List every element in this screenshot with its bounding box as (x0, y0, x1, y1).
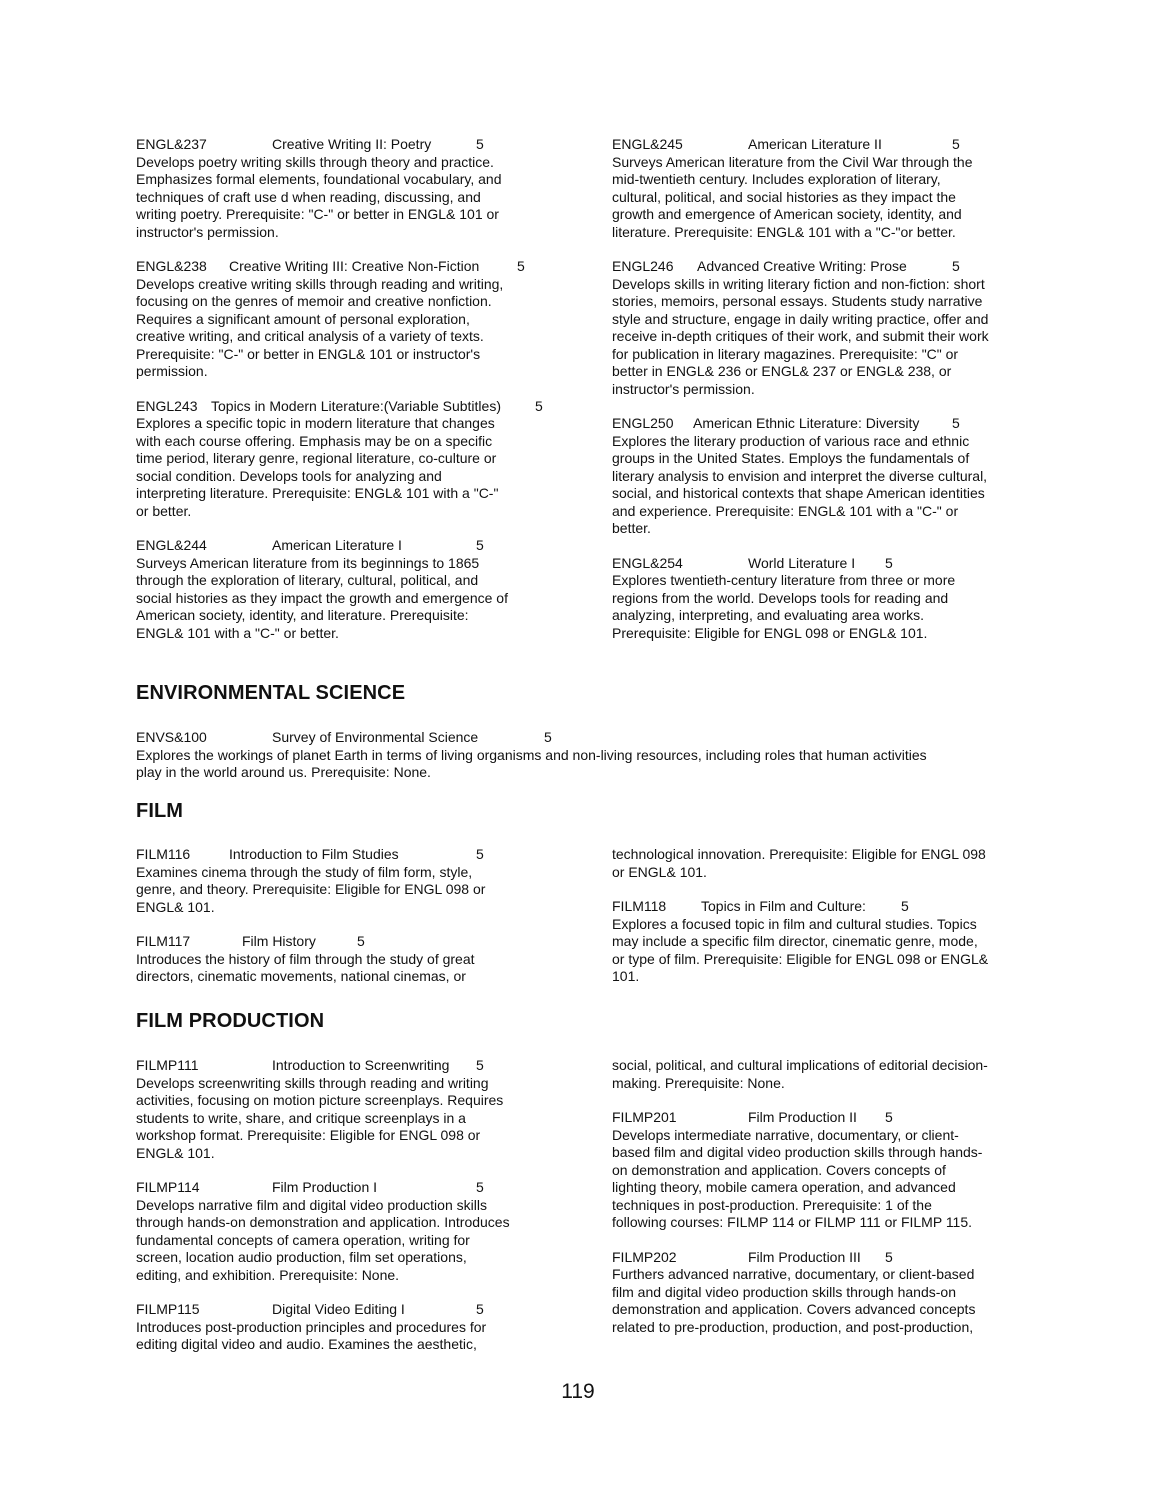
course-code: ENGL&254 (612, 554, 683, 571)
course-credits: 5 (476, 846, 484, 862)
course-code: ENGL&245 (612, 136, 683, 152)
course-description-line: better in ENGL& 236 or ENGL& 237 or ENGL& 238, or (612, 363, 952, 379)
course-description-line: on demonstration and application. Covers concepts of (612, 1161, 946, 1178)
course-description-line: may include a specific film director, cinematic genre, mode, (612, 933, 978, 949)
course-description-line: with each course offering. Emphasis may be on a specific (136, 432, 493, 449)
course-title: Film Production I (272, 1179, 378, 1195)
course-header (136, 729, 1036, 747)
course-header (136, 258, 556, 276)
course-description-line: groups in the United States. Employs the fundamentals of (612, 450, 970, 466)
course-entry-engl237 (136, 136, 556, 241)
page-number: 119 (561, 1380, 595, 1403)
course-code: FILM118 (612, 898, 667, 914)
course-description-line: Develops intermediate narrative, documentary, or client- (612, 1126, 959, 1143)
course-description-line: American society, identity, and literature. Prerequisite: (136, 607, 469, 623)
course-entry-engl238 (136, 258, 556, 381)
course-description-line: film and digital video production skills through hands-on (612, 1283, 956, 1300)
film-column-left (136, 846, 556, 1003)
course-title: Topics in Modern Literature:(Variable Subtitles) (211, 397, 501, 414)
course-header (136, 398, 556, 416)
course-description-line: related to pre-production, production, and post-production, (612, 1318, 974, 1335)
course-description-line: Introduces post-production principles and procedures for (136, 1318, 487, 1335)
course-description-line: through hands-on demonstration and application. Introduces (136, 1214, 510, 1230)
course-title: Survey of Environmental Science (272, 729, 479, 745)
course-code: FILMP114 (136, 1179, 200, 1195)
course-entry-engl244 (136, 537, 556, 642)
course-header (612, 555, 1032, 573)
course-code: ENGL250 (612, 415, 674, 431)
course-description-line: receive in-depth critiques of their work, and submit their work (612, 328, 989, 344)
course-credits: 5 (476, 537, 484, 553)
course-description-line: Examines cinema through the study of film form, style, (136, 863, 473, 880)
course-description-line: analyzing, interpreting, and evaluating area works. (612, 607, 925, 623)
course-description-line: techniques in post-production. Prerequisite: 1 of the (612, 1196, 932, 1213)
course-description-line: mid-twentieth century. Includes exploration of literary, (612, 171, 941, 187)
course-entry-envs100 (136, 729, 1036, 782)
english-column-right (612, 136, 1032, 659)
course-title: American Literature II (748, 136, 882, 152)
course-description-line: for publication in literary magazines. Prerequisite: "C" or (612, 345, 959, 362)
course-description-line: Surveys American literature from the Civil War through the (612, 153, 973, 170)
course-description-line: Develops poetry writing skills through theory and practice. (136, 153, 494, 170)
course-description-line: directors, cinematic movements, national cinemas, or (136, 968, 466, 984)
course-description-line: and experience. Prerequisite: ENGL& 101 with a "C-" or (612, 502, 959, 519)
course-description-line: Explores the workings of planet Earth in terms of living organisms and non-living resources, including roles that human activities (136, 746, 927, 763)
course-description-line: permission. (136, 363, 208, 379)
course-entry-filmp202 (612, 1249, 1032, 1337)
course-entry-film116 (136, 846, 556, 916)
course-description-line: instructor's permission. (136, 223, 279, 240)
course-credits: 5 (885, 1109, 893, 1125)
course-description-line: literary analysis to envision and interpret the diverse cultural, (612, 467, 988, 484)
course-credits: 5 (544, 729, 552, 745)
course-description-line: Prerequisite: Eligible for ENGL 098 or ENGL& 101. (612, 624, 928, 641)
course-title: Film Production III (748, 1248, 861, 1265)
film-production-column-left (136, 1057, 556, 1371)
section-heading-film-production: FILM PRODUCTION (136, 1010, 325, 1032)
course-description-line: cultural, political, and social histories as they impact the (612, 188, 956, 205)
course-description-line: stories, memoirs, personal essays. Students study narrative (612, 293, 983, 309)
course-description-line: or better. (136, 502, 192, 519)
course-description-line: writing poetry. Prerequisite: "C-" or better in ENGL& 101 or (136, 206, 499, 222)
course-description-line: fundamental concepts of camera operation, writing for (136, 1231, 470, 1248)
course-description-line: through the exploration of literary, cultural, political, and (136, 572, 479, 588)
course-title: Film History (242, 933, 316, 949)
course-code: ENGL&238 (136, 258, 207, 274)
course-header (612, 258, 1032, 276)
course-description-line: style and structure, engage in daily writing practice, offer and (612, 310, 989, 327)
course-description-line: editing, and exhibition. Prerequisite: None. (136, 1266, 400, 1283)
course-description-line: 101. (612, 968, 640, 984)
course-entry-engl250 (612, 415, 1032, 538)
course-entry-engl245 (612, 136, 1032, 241)
course-description-line: social histories as they impact the growth and emergence of (136, 589, 508, 606)
course-entry-filmp201 (612, 1109, 1032, 1232)
course-title: American Literature I (272, 537, 402, 553)
english-column-left (136, 136, 556, 659)
course-code: FILMP202 (612, 1248, 677, 1265)
course-title: Digital Video Editing I (272, 1301, 405, 1317)
course-description-line: Explores a specific topic in modern literature that changes (136, 415, 495, 431)
course-description-line: ENGL& 101 with a "C-" or better. (136, 624, 339, 641)
course-description-line: screen, location audio production, film set operations, (136, 1249, 467, 1265)
course-credits: 5 (901, 898, 909, 914)
course-description-line: social condition. Develops tools for analyzing and (136, 467, 442, 484)
course-title: Introduction to Screenwriting (272, 1057, 450, 1073)
course-description-line: students to write, share, and critique screenplays in a (136, 1109, 466, 1126)
course-continuation-film117 (612, 846, 1032, 881)
course-code: FILMP111 (136, 1057, 199, 1073)
course-description-line: social, political, and cultural implications of editorial decision- (612, 1057, 988, 1073)
course-description-line: Develops creative writing skills through reading and writing, (136, 275, 504, 292)
course-entry-filmp115 (136, 1301, 556, 1354)
course-code: ENGL&244 (136, 537, 207, 553)
course-credits: 5 (885, 554, 893, 571)
course-code: FILMP115 (136, 1301, 200, 1317)
course-description-line: time period, literary genre, regional literature, co-culture or (136, 450, 497, 466)
course-description-line: instructor's permission. (612, 380, 755, 397)
course-credits: 5 (517, 258, 525, 274)
course-code: ENVS&100 (136, 729, 207, 745)
course-code: FILM117 (136, 933, 191, 949)
section-heading-environmental-science: ENVIRONMENTAL SCIENCE (136, 682, 406, 704)
course-description-line: Explores a focused topic in film and cultural studies. Topics (612, 915, 977, 932)
course-description-line: activities, focusing on motion picture screenplays. Requires (136, 1092, 504, 1108)
course-description-line: better. (612, 520, 651, 536)
course-description-line: Requires a significant amount of personal exploration, (136, 310, 470, 327)
course-description-line: creative writing, and critical analysis of a variety of texts. (136, 328, 484, 344)
course-credits: 5 (476, 1179, 484, 1195)
course-code: FILM116 (136, 846, 191, 862)
course-code: ENGL246 (612, 258, 674, 274)
film-production-column-right (612, 1057, 1032, 1353)
course-credits: 5 (476, 136, 484, 152)
course-entry-engl246 (612, 258, 1032, 398)
course-header (136, 846, 556, 864)
course-header (612, 898, 1032, 916)
course-credits: 5 (535, 397, 543, 414)
course-description-line: Surveys American literature from its beginnings to 1865 (136, 554, 480, 571)
course-description-line: Explores twentieth-century literature from three or more (612, 572, 956, 588)
course-description-line: Furthers advanced narrative, documentary, or client-based (612, 1266, 975, 1282)
course-title: Film Production II (748, 1109, 857, 1125)
course-description-line: Prerequisite: "C-" or better in ENGL& 101 or instructor's (136, 345, 481, 362)
course-description-line: techniques of craft use d when reading, discussing, and (136, 188, 481, 205)
course-description-line: following courses: FILMP 114 or FILMP 111 or FILMP 115. (612, 1214, 973, 1230)
course-description-line: Develops skills in writing literary fiction and non-fiction: short (612, 275, 985, 292)
course-entry-film117 (136, 933, 556, 986)
course-description-line: demonstration and application. Covers advanced concepts (612, 1301, 976, 1317)
course-description-line: Emphasizes formal elements, foundational vocabulary, and (136, 171, 502, 187)
course-description-line: technological innovation. Prerequisite: Eligible for ENGL 098 (612, 846, 986, 862)
course-description-line: or type of film. Prerequisite: Eligible for ENGL 098 or ENGL& (612, 950, 989, 967)
course-description-line: ENGL& 101. (136, 1144, 215, 1161)
course-description-line: interpreting literature. Prerequisite: ENGL& 101 with a "C-" (136, 485, 499, 501)
section-heading-film: FILM (136, 800, 184, 822)
course-credits: 5 (476, 1057, 484, 1073)
course-entry-engl254 (612, 555, 1032, 643)
course-header (612, 136, 1032, 154)
course-header (136, 136, 556, 154)
course-entry-filmp111 (136, 1057, 556, 1162)
course-entry-filmp114 (136, 1179, 556, 1284)
course-header (136, 1179, 556, 1197)
course-description-line: Introduces the history of film through the study of great (136, 950, 475, 967)
course-description-line: play in the world around us. Prerequisite: None. (136, 764, 431, 780)
course-code: ENGL&237 (136, 136, 207, 152)
course-title: World Literature I (748, 554, 856, 571)
course-header (612, 1109, 1032, 1127)
course-description-line: focusing on the genres of memoir and creative nonfiction. (136, 293, 492, 309)
course-description-line: social, and historical contexts that shape American identities (612, 485, 985, 501)
course-title: Topics in Film and Culture: (701, 898, 866, 914)
course-header (612, 415, 1032, 433)
course-description-line: workshop format. Prerequisite: Eligible for ENGL 098 or (136, 1127, 481, 1143)
course-code: FILMP201 (612, 1109, 677, 1125)
course-description-line: editing digital video and audio. Examines the aesthetic, (136, 1336, 477, 1352)
course-description-line: Develops screenwriting skills through reading and writing (136, 1074, 489, 1091)
course-title: Advanced Creative Writing: Prose (697, 258, 907, 274)
course-credits: 5 (952, 136, 960, 152)
course-description-line: lighting theory, mobile camera operation, and advanced (612, 1179, 956, 1195)
course-credits: 5 (885, 1248, 893, 1265)
course-description-line: ENGL& 101. (136, 898, 215, 915)
course-credits: 5 (952, 415, 960, 431)
course-title: Introduction to Film Studies (229, 846, 399, 862)
course-continuation-filmp115 (612, 1057, 1032, 1092)
course-header (612, 1249, 1032, 1267)
film-column-right (612, 846, 1032, 1003)
course-description-line: Explores the literary production of various race and ethnic (612, 432, 970, 449)
course-entry-engl243 (136, 398, 556, 521)
course-entry-film118 (612, 898, 1032, 986)
course-title: American Ethnic Literature: Diversity (693, 415, 920, 431)
course-description-line: genre, and theory. Prerequisite: Eligible for ENGL 098 or (136, 881, 486, 897)
course-description-line: literature. Prerequisite: ENGL& 101 with a "C-"or better. (612, 223, 956, 240)
course-description-line: based film and digital video production skills through hands- (612, 1144, 983, 1160)
course-code: ENGL243 (136, 397, 198, 414)
course-title: Creative Writing III: Creative Non-Fiction (229, 258, 480, 274)
course-description-line: making. Prerequisite: None. (612, 1074, 785, 1091)
course-credits: 5 (476, 1301, 484, 1317)
course-credits: 5 (952, 258, 960, 274)
course-header (136, 1301, 556, 1319)
course-description-line: regions from the world. Develops tools for reading and (612, 589, 949, 606)
course-header (136, 537, 556, 555)
course-title: Creative Writing II: Poetry (272, 136, 432, 152)
course-description-line: growth and emergence of American society, identity, and (612, 206, 962, 222)
course-credits: 5 (357, 933, 365, 949)
course-description-line: or ENGL& 101. (612, 863, 707, 880)
course-header (136, 1057, 556, 1075)
course-description-line: Develops narrative film and digital video production skills (136, 1196, 487, 1213)
course-header (136, 933, 556, 951)
